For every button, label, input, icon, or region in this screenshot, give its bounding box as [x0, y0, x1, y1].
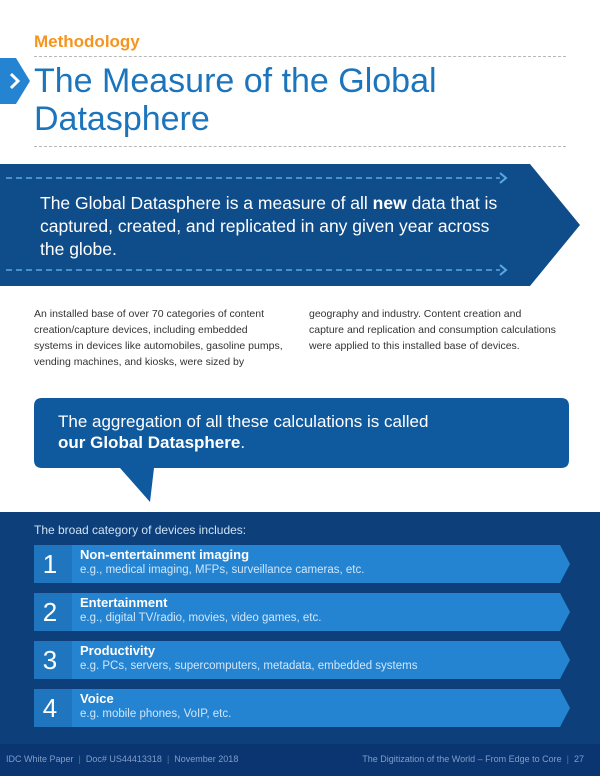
- page-title-line-1: The Measure of the Global: [34, 62, 437, 100]
- footer-doc-info: IDC White Paper | Doc# US44413318 | November 2018: [6, 754, 239, 764]
- page-title: [34, 62, 534, 138]
- footer-publisher: IDC White Paper: [6, 754, 74, 764]
- item-description: e.g. PCs, servers, supercomputers, metadata, embedded systems: [80, 660, 418, 672]
- page-title-line-2: Datasphere: [34, 100, 210, 138]
- footer-date: November 2018: [174, 754, 239, 764]
- device-category-item: [34, 545, 570, 583]
- item-title: Non-entertainment imaging: [80, 547, 250, 562]
- item-description: e.g. mobile phones, VoIP, etc.: [80, 708, 232, 720]
- device-category-item: [34, 689, 570, 727]
- banner-text-before: The Global Datasphere is a measure of all: [40, 193, 373, 213]
- item-number: 2: [42, 597, 58, 627]
- item-description: e.g., medical imaging, MFPs, surveillance cameras, etc.: [80, 564, 365, 576]
- footer-report-info: The Digitization of the World – From Edge to Core | 27: [362, 754, 584, 764]
- callout-text: [58, 411, 538, 453]
- body-text-right: geography and industry. Content creation and capture and replication and consumption calculations were applied to this installed base of devices.: [309, 308, 556, 352]
- footer-doc-number: Doc# US44413318: [85, 754, 162, 764]
- item-title: Voice: [80, 691, 114, 706]
- item-title: Entertainment: [80, 595, 168, 610]
- item-description: e.g., digital TV/radio, movies, video games, etc.: [80, 612, 322, 624]
- item-number: 4: [42, 693, 58, 723]
- item-number: 1: [42, 549, 58, 579]
- banner-text-after: data that is captured, created, and replicated in any given year across the globe.: [40, 193, 498, 259]
- footer-page-number: 27: [573, 754, 584, 764]
- item-title: Productivity: [80, 643, 156, 658]
- callout-emphasis: our Global Datasphere: [58, 433, 241, 452]
- banner-statement: [40, 192, 510, 261]
- device-category-item: [34, 593, 570, 631]
- footer-report-title: The Digitization of the World – From Edge to Core: [362, 754, 562, 764]
- section-label: Methodology: [34, 32, 140, 51]
- callout-sentence: The aggregation of all these calculations is called: [58, 412, 429, 431]
- banner-highlight: new: [372, 193, 407, 213]
- callout-period: .: [240, 433, 246, 452]
- item-number: 3: [42, 645, 58, 675]
- header-divider-top: [34, 56, 566, 57]
- devices-heading: The broad category of devices includes:: [34, 523, 247, 537]
- body-text-left: An installed base of over 70 categories of content creation/capture devices, including embedded systems in devices like automobiles, gasoline pumps, vending machines, and kiosks, were sized by: [34, 308, 283, 368]
- device-category-item: [34, 641, 570, 679]
- header-divider-bottom: [34, 146, 566, 147]
- chevron-right-icon: [0, 58, 30, 104]
